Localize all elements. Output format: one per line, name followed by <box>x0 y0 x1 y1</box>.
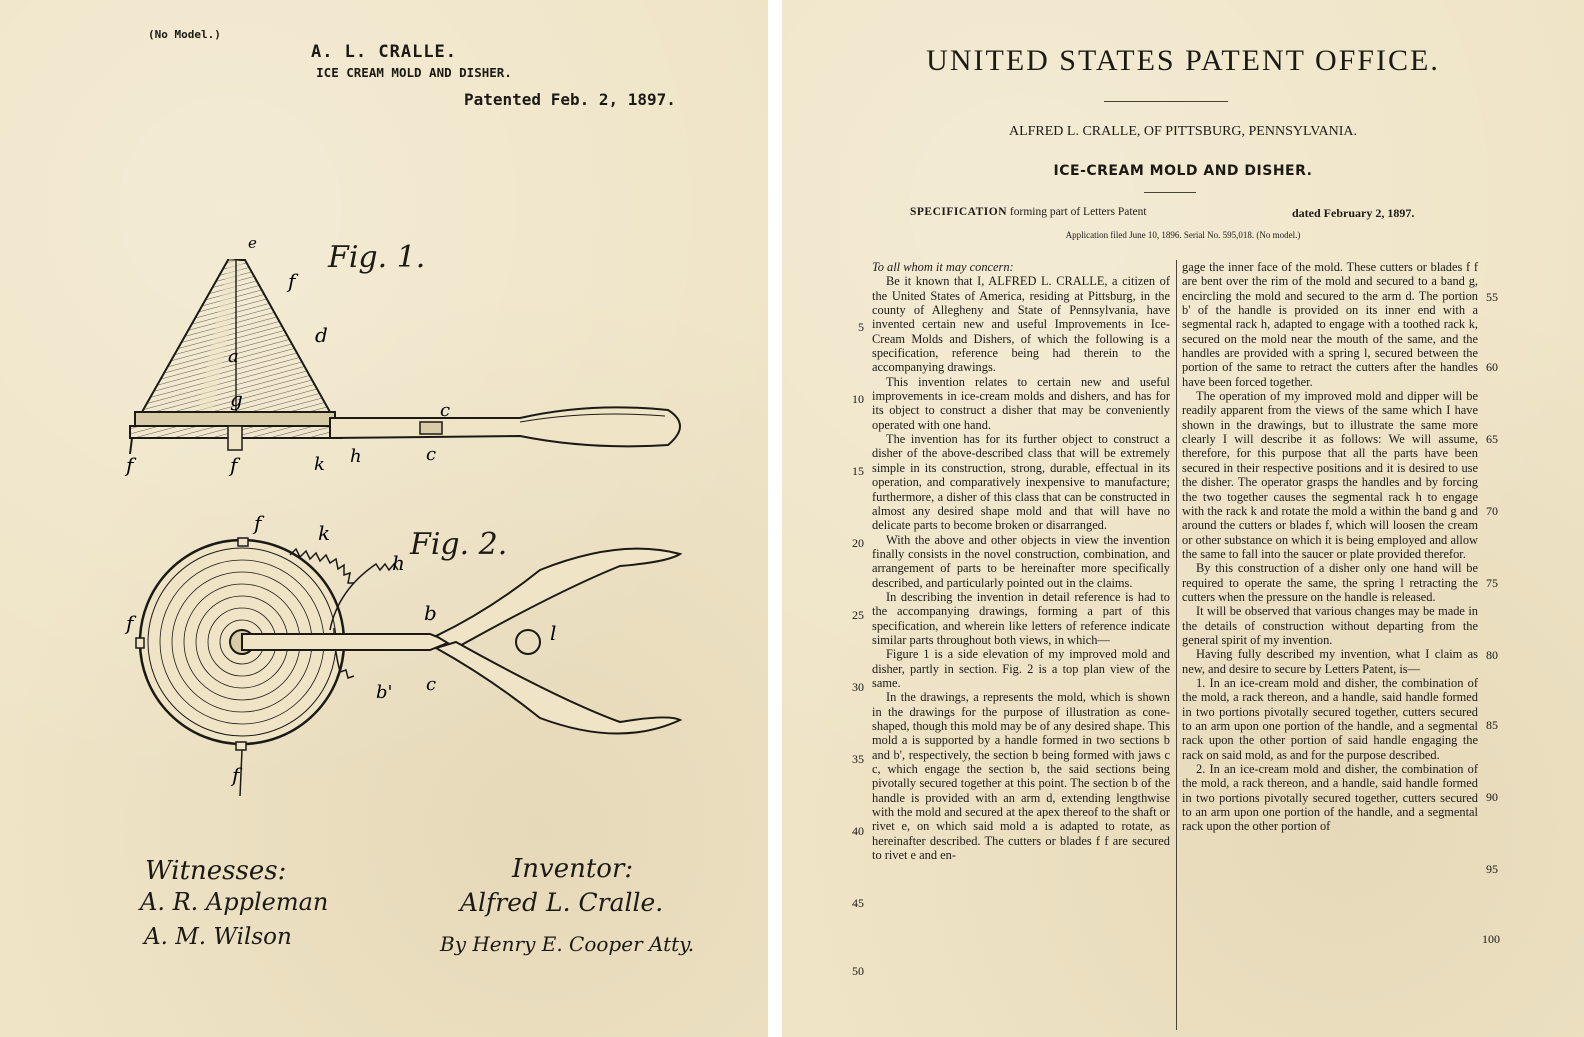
attorney-signature: By Henry E. Cooper Atty. <box>440 932 695 956</box>
line-number: 25 <box>852 608 864 622</box>
ref2-f-top: f <box>254 511 262 535</box>
line-number: 95 <box>1486 862 1498 876</box>
line-number: 45 <box>852 896 864 910</box>
line-number: 35 <box>852 752 864 766</box>
line-number: 55 <box>1486 290 1498 304</box>
title-rule <box>1144 192 1196 193</box>
inventor-line: ALFRED L. CRALLE, OF PITTSBURG, PENNSYLVANIA. <box>1008 124 1358 139</box>
no-model-note: (No Model.) <box>148 28 221 41</box>
spec-left-column <box>872 260 1170 1032</box>
paragraph: The invention has for its further object to construct a disher of the above-described class that will be extremely simple in its construction, strong, durable, effectual in its operation, and comparatively inexpensive to manufacture; furthermore, a disher of this class that can be constructed in almost any desired shape mold and that will have no delicate parts to become broken or disarranged. <box>872 432 1170 533</box>
line-number: 75 <box>1486 576 1498 590</box>
ref2-b-prime: b' <box>376 682 393 703</box>
line-number: 80 <box>1486 648 1498 662</box>
witness-signature-2: A. M. Wilson <box>144 924 292 950</box>
ref2-h: h <box>392 551 405 575</box>
fig2-drawing <box>120 510 700 800</box>
paragraph: In the drawings, a represents the mold, which is shown in the drawings for the purpose of illustration as cone-shaped, though this mold may be of any desired shape. This mold a is supported by a handle formed in two sections b and b', respectively, the section b being formed with jaws c c, which engage the section b, the said sections being pivotally secured together at this point. The section b of the handle is provided with an arm d, extending lengthwise with the mold and secured at the apex thereof to the shaft or rivet e, on which said mold a is adapted to rotate, as hereinafter described. The cutters or blades f f are secured to rivet e and en- <box>872 690 1170 863</box>
line-number: 15 <box>852 464 864 478</box>
inventor-header <box>0 42 768 62</box>
heading-rule <box>1104 101 1228 102</box>
paragraph: With the above and other objects in view the invention finally consists in the novel construction, combination, and arrangement of parts to be hereinafter more specifically described, and particularly pointed out in the claims. <box>872 532 1170 590</box>
patented-date: Patented Feb. 2, 1897. <box>464 90 676 109</box>
salutation: To all whom it may concern: <box>872 260 1014 274</box>
spec-title: ICE-CREAM MOLD AND DISHER. <box>1053 163 1313 179</box>
handle-arm <box>242 634 450 650</box>
ref2-k: k <box>318 521 331 545</box>
paragraph: Figure 1 is a side elevation of my improved mold and disher, partly in section. Fig. 2 is a top plan view of the same. <box>872 647 1170 690</box>
paragraph: Be it known that I, ALFRED L. CRALLE, a citizen of the United States of America, residing at Pittsburg, in the county of Allegheny and State of Pennsylvania, have invented certain new and useful Improvements in Ice-Cream Molds and Dishers, of which the following is a specification, reference being had therein to the accompanying drawings. <box>872 274 1170 375</box>
witness-signature-1: A. R. Appleman <box>140 888 329 916</box>
ref-c-top: c <box>440 400 451 421</box>
ref-a: a <box>228 346 239 367</box>
ref2-f-bottom: f <box>232 763 240 787</box>
paragraph: gage the inner face of the mold. These cutters or blades f f are bent over the rim of the mold and secured to a band g, encircling the mold and secured to the arm d. The portion b' of the handle is provided on its inner end with a segmental rack h, adapted to engage with a toothed rack k, secured on the mold near the mouth of the same, and the handles are provided with a spring l, secured between the portion of the same to retract the cutters after the handles have been forced together. <box>1182 260 1478 389</box>
pivot-jaw <box>420 422 442 434</box>
ref-k: k <box>314 454 325 475</box>
patent-specification-sheet <box>782 0 1584 1037</box>
paragraph: The operation of my improved mold and dipper will be readily apparent from the views of the same which I have shown in the drawings, but to illustrate the same more clearly I will describe it as follows: We will assume, therefore, for this purpose that all the parts have been secured in their respective positions and it is desired to use the disher. The operator grasps the handles and by forcing the two together causes the segmental rack h to engage with the rack k and rotate the mold a within the band g and around the cutters or blades f, which will loosen the cream or other substance on which it is being employed and allow the same to fall into the saucer or plate provided therefor. <box>1182 389 1478 561</box>
line-number: 65 <box>1486 432 1498 446</box>
ref2-l: l <box>550 621 557 645</box>
line-number: 40 <box>852 824 864 838</box>
line-number: 60 <box>1486 360 1498 374</box>
ref-d: d <box>315 323 328 347</box>
drawing-title: ICE CREAM MOLD AND DISHER. <box>316 65 512 80</box>
line-number: 30 <box>852 680 864 694</box>
ref2-f-left: f <box>126 611 134 635</box>
claim: 1. In an ice-cream mold and disher, the combination of the mold, a rack thereon, and a handle, said handle formed in two portions pivotally secured together, cutters secured to an arm upon one portion of the handle, and a segmental rack upon the other portion of said handle engaging the rack on said mold, as and for the purpose described. <box>1182 675 1478 762</box>
inventor-label: Inventor: <box>512 854 634 884</box>
line-number: 90 <box>1486 790 1498 804</box>
line-number: 85 <box>1486 718 1498 732</box>
band <box>135 412 335 426</box>
spec-date: dated February 2, 1897. <box>1292 206 1415 220</box>
paragraph: Having fully described my invention, what I claim as new, and desire to secure by Letters Patent, is— <box>1182 647 1478 676</box>
line-number: 5 <box>858 320 864 334</box>
ref2-b: b <box>424 601 437 625</box>
ref-e: e <box>248 234 257 252</box>
paragraph: It will be observed that various changes may be made in the details of construction without departing from the general spirit of my invention. <box>1182 604 1478 647</box>
handle <box>330 407 680 446</box>
ref-g: g <box>230 387 243 411</box>
ref-f-left: f <box>126 453 134 477</box>
claim: 2. In an ice-cream mold and disher, the combination of the mold, a rack thereon, and a handle, said handle formed in two portions pivotally secured together, cutters secured to an arm upon one portion of the handle, and a segmental rack upon the other portion of <box>1182 762 1478 834</box>
office-heading: UNITED STATES PATENT OFFICE. <box>926 44 1440 77</box>
line-number: 20 <box>852 536 864 550</box>
spec-mid: forming part of Letters Patent <box>1009 206 1147 218</box>
fig1-label: Fig. 1. <box>328 240 426 275</box>
ref-c-bottom: c <box>426 444 437 465</box>
inventor-name: A. L. CRALLE. <box>310 42 458 62</box>
line-number: 10 <box>852 392 864 406</box>
patent-drawing-sheet <box>0 0 768 1037</box>
column-divider <box>1176 260 1177 1030</box>
fig2-label: Fig. 2. <box>410 527 508 562</box>
witnesses-label: Witnesses: <box>145 856 287 886</box>
spec-right-column <box>1182 260 1478 1032</box>
paragraph: By this construction of a disher only one hand will be required to operate the same, the spring l retracting the cutters when the pressure on the handle is released. <box>1182 561 1478 604</box>
lower-handle <box>436 642 680 734</box>
upper-handle <box>436 549 680 648</box>
fig1-drawing <box>120 234 700 490</box>
ref-h: h <box>350 446 362 467</box>
spec-line <box>910 206 1147 218</box>
ref2-c: c <box>426 674 437 695</box>
ref-f-top: f <box>288 269 296 293</box>
spec-prefix: SPECIFICATION <box>910 206 1008 218</box>
ref-f-mid: f <box>230 453 238 477</box>
line-number: 100 <box>1482 932 1500 946</box>
paragraph: In describing the invention in detail reference is had to the accompanying drawings, forming a part of this specification, and wherein like letters of reference indicate similar parts throughout both views, in which— <box>872 589 1170 647</box>
application-line: Application filed June 10, 1896. Serial No. 595,018. (No model.) <box>1065 230 1301 240</box>
line-number: 70 <box>1486 504 1498 518</box>
inventor-signature: Alfred L. Cralle. <box>460 888 664 917</box>
paragraph: This invention relates to certain new and useful improvements in ice-cream molds and dishers, and has for its object to construct a disher that may be conveniently operated with one hand. <box>872 374 1170 432</box>
line-number: 50 <box>852 964 864 978</box>
spring <box>516 630 540 654</box>
